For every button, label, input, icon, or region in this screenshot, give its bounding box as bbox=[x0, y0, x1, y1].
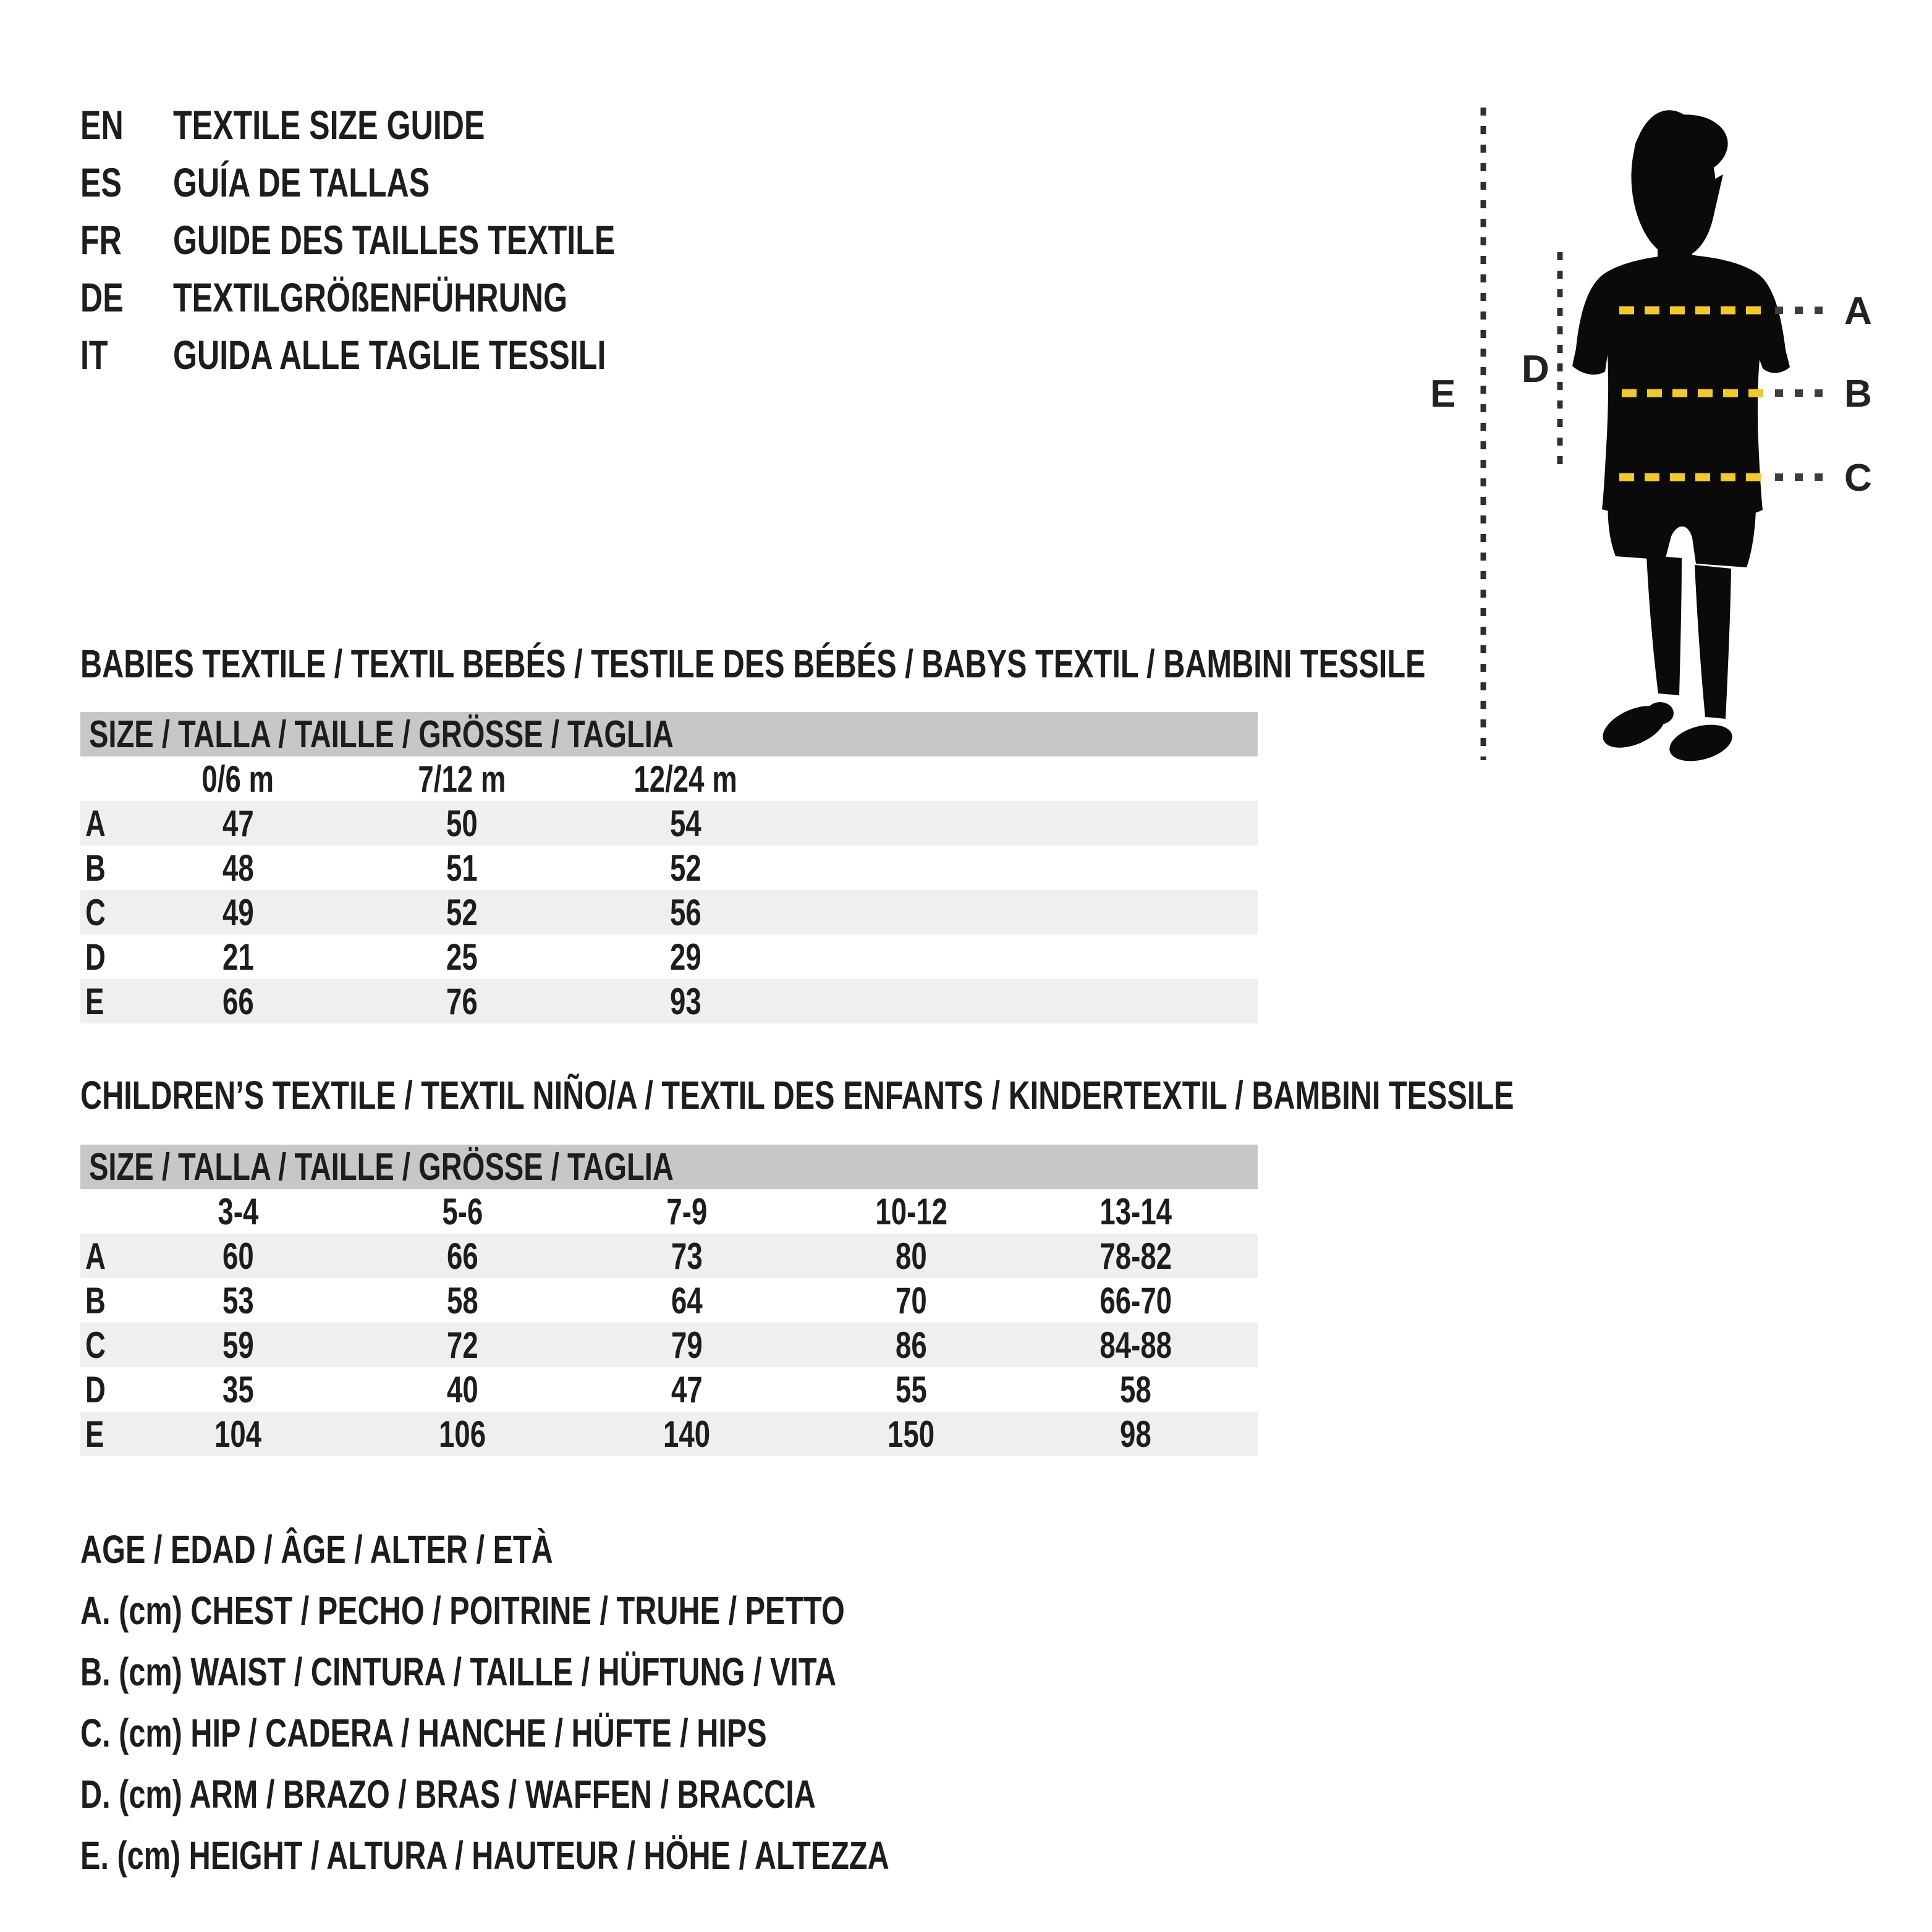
column-header: 7/12 m bbox=[418, 758, 506, 800]
cell: 72 bbox=[447, 1324, 478, 1366]
row-label: A bbox=[85, 1235, 106, 1277]
row-label: E bbox=[85, 1413, 104, 1455]
legend-height: E. (cm) HEIGHT / ALTURA / HAUTEUR / HÖHE / ALTEZZA bbox=[80, 1832, 889, 1878]
cell: 47 bbox=[222, 802, 254, 844]
cell: 98 bbox=[1120, 1413, 1151, 1455]
row-label: D bbox=[85, 1368, 106, 1410]
row-label: E bbox=[85, 980, 104, 1022]
column-header: 0/6 m bbox=[201, 758, 274, 800]
legend-waist: B. (cm) WAIST / CINTURA / TAILLE / HÜFTUNG / VITA bbox=[80, 1649, 837, 1694]
language-code: DE bbox=[80, 274, 124, 320]
cell: 66-70 bbox=[1099, 1279, 1172, 1321]
title-text: GUIDE DES TAILLES TEXTILE bbox=[173, 216, 616, 263]
cell: 25 bbox=[446, 936, 478, 978]
column-header: 13-14 bbox=[1099, 1190, 1172, 1232]
language-title-block bbox=[80, 96, 755, 383]
table-row bbox=[80, 890, 1258, 934]
cell: 78-82 bbox=[1099, 1235, 1172, 1277]
row-label: C bbox=[85, 891, 106, 933]
cell: 52 bbox=[669, 847, 701, 889]
cell: 40 bbox=[447, 1368, 478, 1410]
cell: 48 bbox=[222, 847, 254, 889]
row-label: D bbox=[85, 936, 106, 978]
measure-label-c: C bbox=[1844, 457, 1872, 499]
column-header: 12/24 m bbox=[633, 758, 737, 800]
cell: 53 bbox=[222, 1279, 254, 1321]
children-column-header-row bbox=[80, 1189, 1258, 1234]
cell: 59 bbox=[222, 1324, 254, 1366]
measure-label-a: A bbox=[1844, 290, 1872, 333]
cell: 73 bbox=[671, 1235, 703, 1277]
cell: 80 bbox=[896, 1235, 927, 1277]
title-row-en bbox=[80, 96, 755, 153]
table-row bbox=[80, 1367, 1258, 1412]
shorts-shape bbox=[1608, 497, 1756, 567]
left-shoe-heel-shape bbox=[1646, 702, 1674, 724]
cell: 55 bbox=[896, 1368, 927, 1410]
legend-age: AGE / EDAD / ÂGE / ALTER / ETÀ bbox=[80, 1527, 553, 1572]
title-text: GUÍA DE TALLAS bbox=[173, 159, 430, 205]
language-code: ES bbox=[80, 159, 122, 205]
babies-size-table bbox=[80, 712, 1258, 1023]
cell: 58 bbox=[447, 1279, 478, 1321]
babies-section-heading: BABIES TEXTILE / TEXTIL BEBÉS / TESTILE DES BÉBÉS / BABYS TEXTIL / BAMBINI TESSILE bbox=[80, 642, 1426, 686]
table-row bbox=[80, 801, 1258, 845]
cell: 86 bbox=[896, 1324, 927, 1366]
children-size-table bbox=[80, 1145, 1258, 1456]
legend-arm: D. (cm) ARM / BRAZO / BRAS / WAFFEN / BRACCIA bbox=[80, 1771, 816, 1816]
cell: 70 bbox=[896, 1279, 927, 1321]
title-row-de bbox=[80, 268, 755, 326]
column-header: 10-12 bbox=[875, 1190, 947, 1232]
cell: 54 bbox=[669, 802, 701, 844]
row-label: C bbox=[85, 1324, 106, 1366]
language-code: EN bbox=[80, 101, 124, 148]
children-size-header-bar: SIZE / TALLA / TAILLE / GRÖSSE / TAGLIA bbox=[80, 1145, 1258, 1189]
row-label: B bbox=[85, 847, 106, 889]
cell: 84-88 bbox=[1099, 1324, 1172, 1366]
cell: 51 bbox=[446, 847, 478, 889]
cell: 35 bbox=[222, 1368, 254, 1410]
cell: 49 bbox=[222, 891, 254, 933]
title-text: GUIDA ALLE TAGLIE TESSILI bbox=[173, 331, 606, 378]
measurement-legend bbox=[80, 1519, 1145, 1886]
right-leg-shape bbox=[1695, 565, 1731, 719]
cell: 66 bbox=[222, 980, 254, 1022]
children-section-heading: CHILDREN’S TEXTILE / TEXTIL NIÑO/A / TEXTIL DES ENFANTS / KINDERTEXTIL / BAMBINI TESSILE bbox=[80, 1073, 1514, 1117]
legend-hip: C. (cm) HIP / CADERA / HANCHE / HÜFTE / HIPS bbox=[80, 1710, 767, 1755]
cell: 64 bbox=[671, 1279, 703, 1321]
title-row-es bbox=[80, 153, 755, 211]
table-row bbox=[80, 1323, 1258, 1367]
row-label: A bbox=[85, 802, 106, 844]
cell: 76 bbox=[446, 980, 478, 1022]
table-row bbox=[80, 979, 1258, 1023]
measure-label-e: E bbox=[1430, 373, 1456, 415]
cell: 150 bbox=[888, 1413, 935, 1455]
column-header: 3-4 bbox=[218, 1190, 259, 1232]
title-row-fr bbox=[80, 211, 755, 268]
cell: 79 bbox=[671, 1324, 703, 1366]
cell: 21 bbox=[222, 936, 254, 978]
measure-label-d: D bbox=[1522, 348, 1549, 391]
title-text: TEXTILGRÖßENFÜHRUNG bbox=[173, 274, 568, 320]
cell: 66 bbox=[447, 1235, 478, 1277]
measure-label-b: B bbox=[1844, 373, 1872, 415]
cell: 60 bbox=[222, 1235, 254, 1277]
title-row-it bbox=[80, 326, 755, 383]
cell: 106 bbox=[439, 1413, 486, 1455]
cell: 104 bbox=[214, 1413, 262, 1455]
row-label: B bbox=[85, 1279, 106, 1321]
table-row bbox=[80, 1278, 1258, 1323]
cell: 56 bbox=[669, 891, 701, 933]
babies-size-header-bar: SIZE / TALLA / TAILLE / GRÖSSE / TAGLIA bbox=[80, 712, 1258, 756]
language-code: IT bbox=[80, 331, 108, 378]
language-code: FR bbox=[80, 216, 122, 263]
cell: 140 bbox=[663, 1413, 711, 1455]
cell: 58 bbox=[1120, 1368, 1151, 1410]
right-shoe-shape bbox=[1666, 718, 1736, 767]
cell: 93 bbox=[669, 980, 701, 1022]
table-row bbox=[80, 1412, 1258, 1456]
cell: 29 bbox=[669, 936, 701, 978]
column-header: 5-6 bbox=[442, 1190, 483, 1232]
title-text: TEXTILE SIZE GUIDE bbox=[173, 101, 485, 148]
cell: 47 bbox=[671, 1368, 703, 1410]
legend-chest: A. (cm) CHEST / PECHO / POITRINE / TRUHE / PETTO bbox=[80, 1588, 845, 1633]
table-row bbox=[80, 845, 1258, 890]
column-header: 7-9 bbox=[666, 1190, 708, 1232]
table-row bbox=[80, 1234, 1258, 1278]
table-row bbox=[80, 934, 1258, 979]
cell: 52 bbox=[446, 891, 478, 933]
cell: 50 bbox=[446, 802, 478, 844]
babies-column-header-row bbox=[80, 756, 1258, 801]
